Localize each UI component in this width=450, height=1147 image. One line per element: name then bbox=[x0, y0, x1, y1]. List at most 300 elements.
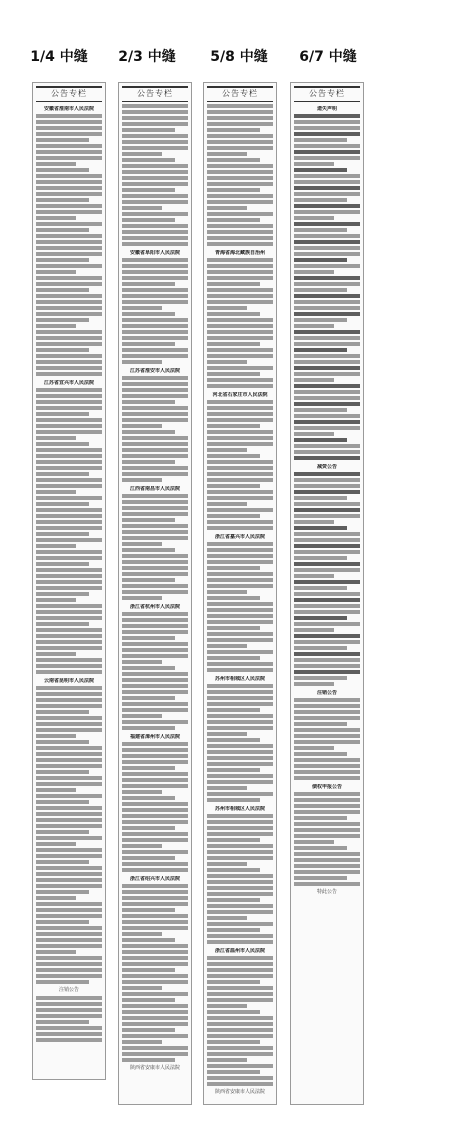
text-line bbox=[294, 372, 360, 376]
text-line bbox=[294, 634, 360, 638]
text-line bbox=[36, 568, 102, 572]
text-line bbox=[207, 188, 260, 192]
notice-heading: 江苏省宜兴市人民法院 bbox=[43, 380, 94, 386]
text-line bbox=[294, 734, 360, 738]
text-line bbox=[294, 438, 347, 442]
text-line bbox=[207, 862, 247, 866]
text-line bbox=[207, 886, 273, 890]
text-line bbox=[122, 1040, 162, 1044]
text-line bbox=[36, 448, 102, 452]
text-line bbox=[122, 436, 188, 440]
text-line bbox=[122, 542, 162, 546]
text-line bbox=[36, 174, 102, 178]
text-line bbox=[122, 690, 188, 694]
text-line bbox=[36, 944, 102, 948]
strip-body bbox=[33, 106, 105, 1042]
text-line bbox=[36, 890, 89, 894]
column-label-1: 1/4 中缝 bbox=[30, 49, 88, 65]
text-line bbox=[122, 1034, 188, 1038]
text-line bbox=[36, 270, 76, 274]
text-line bbox=[36, 752, 102, 756]
text-line bbox=[207, 276, 273, 280]
text-line bbox=[122, 218, 175, 222]
text-line bbox=[36, 884, 102, 888]
text-line bbox=[36, 514, 102, 518]
text-line bbox=[207, 578, 273, 582]
text-line bbox=[122, 164, 188, 168]
text-line bbox=[122, 342, 175, 346]
text-line bbox=[207, 294, 273, 298]
text-line bbox=[294, 264, 360, 268]
text-line bbox=[294, 610, 360, 614]
text-line bbox=[36, 698, 102, 702]
text-line bbox=[294, 828, 360, 832]
text-line bbox=[36, 430, 102, 434]
text-line bbox=[122, 212, 188, 216]
text-line bbox=[122, 962, 188, 966]
text-line bbox=[122, 418, 188, 422]
text-line bbox=[36, 276, 102, 280]
text-line bbox=[207, 128, 260, 132]
text-line bbox=[207, 508, 273, 512]
strip-masthead: 公告专栏 bbox=[36, 86, 102, 102]
text-line bbox=[122, 200, 188, 204]
text-line bbox=[122, 986, 162, 990]
text-line bbox=[36, 788, 76, 792]
text-line bbox=[122, 312, 175, 316]
text-line bbox=[36, 228, 89, 232]
text-line bbox=[294, 556, 347, 560]
notice-heading: 江西省南昌市人民法院 bbox=[129, 486, 180, 492]
text-line bbox=[122, 772, 188, 776]
text-line bbox=[294, 532, 360, 536]
text-line bbox=[36, 348, 89, 352]
text-line bbox=[36, 526, 102, 530]
column-label-3: 5/8 中缝 bbox=[210, 49, 268, 65]
text-line bbox=[207, 194, 273, 198]
text-line bbox=[36, 996, 102, 1000]
text-line bbox=[294, 306, 360, 310]
text-line bbox=[36, 902, 102, 906]
text-line bbox=[36, 628, 102, 632]
text-line bbox=[294, 508, 360, 512]
text-line bbox=[294, 664, 360, 668]
text-line bbox=[294, 144, 360, 148]
text-line bbox=[36, 412, 89, 416]
text-line bbox=[36, 758, 102, 762]
text-line bbox=[36, 138, 89, 142]
text-line bbox=[207, 844, 273, 848]
text-line bbox=[207, 614, 273, 618]
text-line bbox=[36, 938, 102, 942]
text-line bbox=[122, 862, 188, 866]
text-line bbox=[36, 932, 102, 936]
text-line bbox=[207, 708, 260, 712]
text-line bbox=[294, 408, 347, 412]
text-line bbox=[294, 852, 360, 856]
text-line bbox=[207, 922, 273, 926]
text-line bbox=[122, 826, 175, 830]
text-line bbox=[122, 1004, 188, 1008]
text-line bbox=[207, 928, 260, 932]
text-line bbox=[36, 496, 102, 500]
text-line bbox=[122, 330, 188, 334]
text-line bbox=[294, 722, 347, 726]
text-line bbox=[207, 110, 273, 114]
text-line bbox=[36, 204, 102, 208]
notice-text-block-3 bbox=[122, 376, 188, 482]
text-line bbox=[294, 456, 360, 460]
text-line bbox=[36, 192, 102, 196]
text-line bbox=[207, 856, 273, 860]
text-line bbox=[207, 620, 273, 624]
text-line bbox=[207, 980, 260, 984]
text-line bbox=[294, 502, 360, 506]
text-line bbox=[294, 640, 360, 644]
text-line bbox=[122, 714, 162, 718]
text-line bbox=[207, 916, 247, 920]
text-line bbox=[207, 122, 273, 126]
text-line bbox=[36, 722, 102, 726]
text-line bbox=[36, 670, 102, 674]
text-line bbox=[36, 556, 102, 560]
notice-heading: 浙江省嘉兴市人民法院 bbox=[214, 534, 265, 540]
text-line bbox=[36, 842, 76, 846]
text-line bbox=[294, 550, 360, 554]
notice-heading: 福建省漳州市人民法院 bbox=[129, 734, 180, 740]
column-label-4: 6/7 中缝 bbox=[299, 49, 357, 65]
text-line bbox=[122, 466, 188, 470]
text-line bbox=[36, 716, 102, 720]
text-line bbox=[207, 448, 247, 452]
text-line bbox=[36, 782, 102, 786]
notice-heading: 安徽省阜阳市人民法院 bbox=[129, 250, 180, 256]
text-line bbox=[294, 864, 360, 868]
column-header-row bbox=[0, 46, 450, 68]
notice-text-block-3 bbox=[207, 400, 273, 530]
text-line bbox=[207, 502, 247, 506]
text-line bbox=[122, 838, 188, 842]
text-line bbox=[36, 692, 102, 696]
text-line bbox=[294, 444, 360, 448]
notice-text-block-5 bbox=[122, 612, 188, 730]
text-line bbox=[207, 668, 273, 672]
notice-text-block-3 bbox=[294, 698, 360, 780]
text-line bbox=[294, 698, 360, 702]
text-line bbox=[122, 554, 188, 558]
text-line bbox=[122, 494, 188, 498]
text-line bbox=[122, 1028, 175, 1032]
text-line bbox=[294, 216, 334, 220]
text-line bbox=[294, 276, 360, 280]
text-line bbox=[36, 466, 102, 470]
notice-strip-2 bbox=[118, 82, 192, 1105]
text-line bbox=[294, 858, 360, 862]
text-line bbox=[122, 760, 188, 764]
text-line bbox=[207, 134, 273, 138]
notice-heading: 注销公告 bbox=[316, 690, 337, 696]
text-line bbox=[36, 222, 102, 226]
text-line bbox=[294, 270, 334, 274]
text-line bbox=[207, 424, 260, 428]
text-line bbox=[122, 400, 175, 404]
text-line bbox=[294, 682, 334, 686]
text-line bbox=[207, 200, 273, 204]
text-line bbox=[207, 998, 273, 1002]
text-line bbox=[36, 436, 76, 440]
text-line bbox=[36, 980, 89, 984]
text-line bbox=[294, 186, 360, 190]
notice-sign: 特此公告 bbox=[316, 889, 337, 895]
text-line bbox=[207, 514, 260, 518]
text-line bbox=[207, 264, 273, 268]
text-line bbox=[207, 170, 273, 174]
text-line bbox=[36, 550, 102, 554]
text-line bbox=[122, 980, 188, 984]
text-line bbox=[207, 590, 247, 594]
text-line bbox=[294, 816, 347, 820]
text-line bbox=[207, 814, 273, 818]
text-line bbox=[294, 592, 360, 596]
text-line bbox=[207, 490, 273, 494]
text-line bbox=[207, 626, 260, 630]
text-line bbox=[294, 526, 347, 530]
text-line bbox=[36, 424, 102, 428]
strip-masthead: 公告专栏 bbox=[207, 86, 273, 102]
text-line bbox=[122, 518, 175, 522]
notice-text-block-7 bbox=[207, 956, 273, 1086]
text-line bbox=[207, 164, 273, 168]
text-line bbox=[122, 146, 188, 150]
text-line bbox=[207, 336, 273, 340]
text-line bbox=[36, 312, 102, 316]
text-line bbox=[294, 384, 360, 388]
text-line bbox=[294, 870, 360, 874]
text-line bbox=[36, 1002, 102, 1006]
text-line bbox=[36, 234, 102, 238]
text-line bbox=[36, 216, 76, 220]
text-line bbox=[207, 584, 273, 588]
text-line bbox=[36, 240, 102, 244]
text-line bbox=[36, 764, 102, 768]
text-line bbox=[36, 640, 102, 644]
text-line bbox=[207, 1034, 273, 1038]
text-line bbox=[36, 1014, 102, 1018]
text-line bbox=[207, 312, 260, 316]
text-line bbox=[207, 650, 273, 654]
text-line bbox=[294, 282, 360, 286]
text-line bbox=[36, 246, 102, 250]
text-line bbox=[36, 342, 102, 346]
text-line bbox=[122, 140, 188, 144]
text-line bbox=[294, 222, 360, 226]
text-line bbox=[207, 1052, 273, 1056]
text-line bbox=[207, 726, 273, 730]
text-line bbox=[122, 110, 188, 114]
text-line bbox=[36, 610, 102, 614]
text-line bbox=[122, 992, 188, 996]
text-line bbox=[207, 548, 273, 552]
text-line bbox=[122, 318, 188, 322]
text-line bbox=[122, 170, 188, 174]
text-line bbox=[36, 580, 102, 584]
text-line bbox=[36, 394, 102, 398]
text-line bbox=[36, 616, 102, 620]
text-line bbox=[207, 632, 273, 636]
text-line bbox=[36, 150, 102, 154]
notice-text-block-4 bbox=[122, 494, 188, 600]
text-line bbox=[122, 920, 188, 924]
text-line bbox=[207, 572, 273, 576]
text-line bbox=[122, 530, 188, 534]
text-line bbox=[207, 1046, 273, 1050]
text-line bbox=[207, 176, 273, 180]
text-line bbox=[36, 806, 102, 810]
text-line bbox=[122, 442, 188, 446]
text-line bbox=[122, 708, 188, 712]
text-line bbox=[122, 230, 188, 234]
text-line bbox=[294, 162, 334, 166]
text-line bbox=[207, 384, 273, 388]
text-line bbox=[122, 500, 188, 504]
text-line bbox=[36, 318, 89, 322]
text-line bbox=[207, 152, 247, 156]
text-line bbox=[36, 442, 89, 446]
text-line bbox=[122, 956, 188, 960]
text-line bbox=[36, 598, 76, 602]
text-line bbox=[294, 432, 334, 436]
text-line bbox=[207, 898, 260, 902]
text-line bbox=[294, 450, 360, 454]
text-line bbox=[36, 336, 102, 340]
text-line bbox=[294, 126, 360, 130]
text-line bbox=[122, 430, 175, 434]
strip-body bbox=[291, 106, 363, 895]
text-line bbox=[122, 790, 162, 794]
text-line bbox=[36, 586, 102, 590]
text-line bbox=[122, 1022, 188, 1026]
text-line bbox=[36, 1008, 102, 1012]
text-line bbox=[36, 538, 102, 542]
notice-heading: 安徽省淮南市人民法院 bbox=[43, 106, 94, 112]
text-line bbox=[294, 234, 360, 238]
notice-heading: 江苏省淮安市人民法院 bbox=[129, 368, 180, 374]
notice-strip-1 bbox=[32, 82, 106, 1080]
text-line bbox=[122, 868, 188, 872]
text-line bbox=[122, 832, 188, 836]
text-line bbox=[207, 974, 273, 978]
text-line bbox=[122, 660, 162, 664]
text-line bbox=[36, 126, 102, 130]
text-line bbox=[36, 866, 102, 870]
text-line bbox=[36, 294, 102, 298]
text-line bbox=[36, 264, 102, 268]
text-line bbox=[207, 702, 273, 706]
text-line bbox=[122, 618, 188, 622]
notice-text-block-4 bbox=[207, 542, 273, 672]
text-line bbox=[122, 584, 188, 588]
text-line bbox=[207, 714, 273, 718]
text-line bbox=[294, 150, 360, 154]
text-line bbox=[122, 354, 188, 358]
text-line bbox=[122, 654, 188, 658]
text-line bbox=[122, 596, 162, 600]
text-line bbox=[122, 766, 175, 770]
text-line bbox=[207, 1016, 273, 1020]
text-line bbox=[207, 406, 273, 410]
text-line bbox=[122, 672, 188, 676]
text-line bbox=[36, 1032, 102, 1036]
notice-strip-3 bbox=[203, 82, 277, 1105]
text-line bbox=[36, 306, 102, 310]
text-line bbox=[294, 704, 360, 708]
text-line bbox=[294, 228, 347, 232]
notice-heading: 河北省石家庄市人民法院 bbox=[212, 392, 268, 398]
text-line bbox=[207, 442, 273, 446]
text-line bbox=[36, 144, 102, 148]
text-line bbox=[122, 182, 188, 186]
text-line bbox=[207, 792, 273, 796]
text-line bbox=[294, 288, 347, 292]
text-line bbox=[294, 770, 360, 774]
text-line bbox=[122, 820, 188, 824]
text-line bbox=[122, 890, 188, 894]
text-line bbox=[294, 114, 360, 118]
text-line bbox=[207, 436, 273, 440]
text-line bbox=[294, 764, 360, 768]
notice-text-block-5 bbox=[207, 684, 273, 802]
text-line bbox=[294, 258, 347, 262]
text-line bbox=[122, 636, 175, 640]
text-line bbox=[207, 638, 273, 642]
text-line bbox=[122, 742, 188, 746]
text-line bbox=[207, 820, 273, 824]
notice-heading: 云南省昆明市人民法院 bbox=[43, 678, 94, 684]
notice-text-block-1 bbox=[36, 114, 102, 376]
text-line bbox=[122, 778, 188, 782]
text-line bbox=[122, 324, 188, 328]
text-line bbox=[207, 412, 273, 416]
text-line bbox=[294, 670, 360, 674]
text-line bbox=[122, 258, 188, 262]
notice-heading: 浙江省绍兴市人民法院 bbox=[129, 876, 180, 882]
strip-masthead: 公告专栏 bbox=[122, 86, 188, 102]
text-line bbox=[207, 696, 273, 700]
text-line bbox=[207, 366, 273, 370]
text-line bbox=[294, 716, 360, 720]
text-line bbox=[36, 974, 102, 978]
text-line bbox=[207, 662, 273, 666]
text-line bbox=[294, 318, 347, 322]
text-line bbox=[294, 568, 360, 572]
notice-heading: 减资公告 bbox=[316, 464, 337, 470]
text-line bbox=[36, 330, 102, 334]
text-line bbox=[36, 366, 102, 370]
text-line bbox=[294, 354, 360, 358]
text-line bbox=[36, 956, 102, 960]
text-line bbox=[294, 360, 360, 364]
text-line bbox=[122, 856, 175, 860]
text-line bbox=[294, 174, 360, 178]
text-line bbox=[122, 814, 188, 818]
text-line bbox=[122, 376, 188, 380]
text-line bbox=[36, 544, 76, 548]
text-line bbox=[294, 758, 360, 762]
notice-text-block-2 bbox=[294, 472, 360, 686]
text-line bbox=[294, 604, 360, 608]
text-line bbox=[207, 418, 273, 422]
text-line bbox=[122, 306, 162, 310]
